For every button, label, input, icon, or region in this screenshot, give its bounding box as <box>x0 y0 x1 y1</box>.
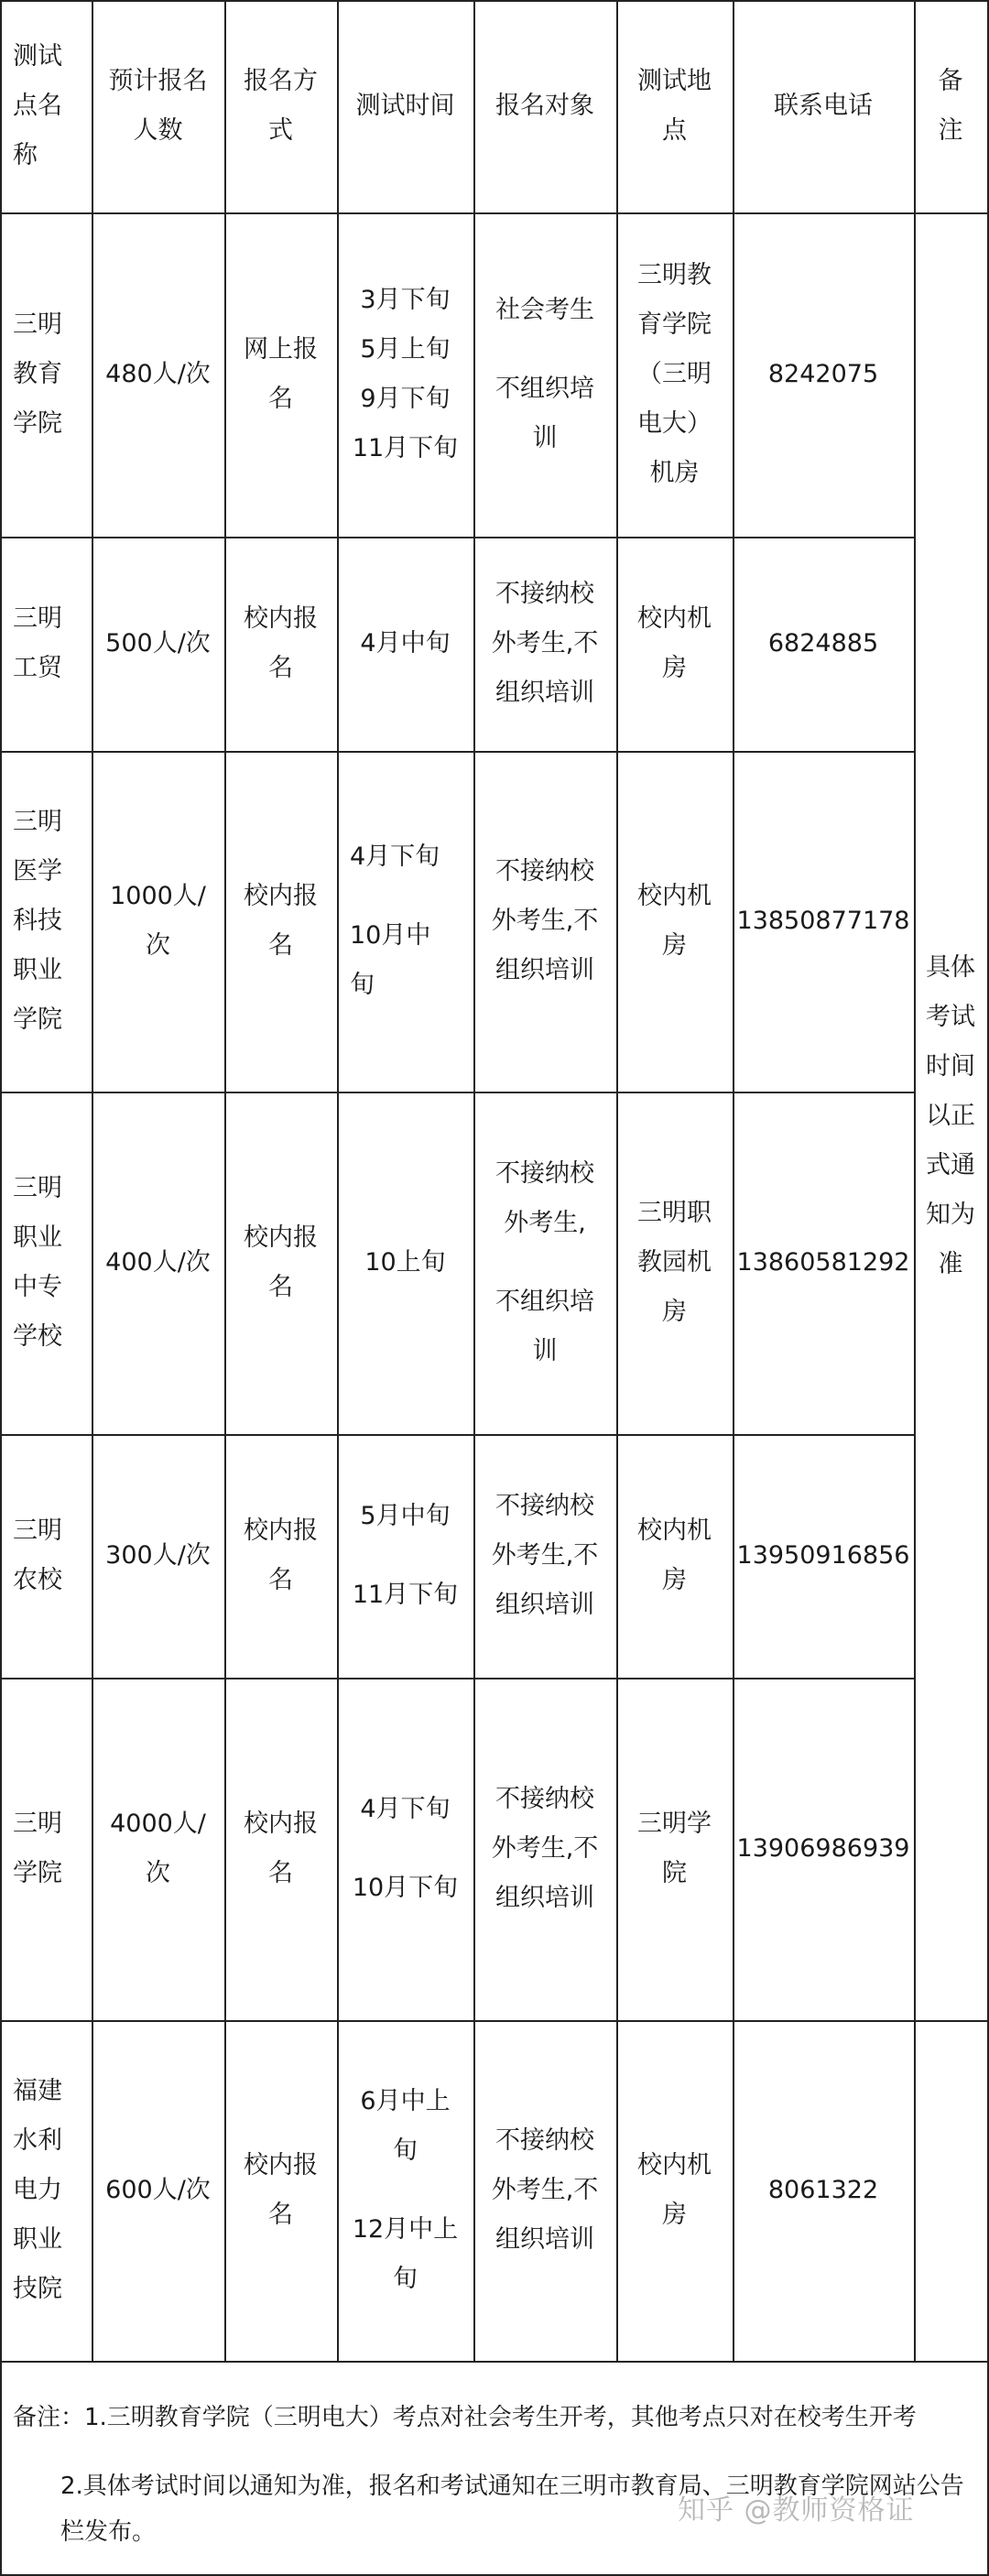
cell-target <box>473 537 616 751</box>
cell-text-line: 水利 <box>13 2126 62 2155</box>
table-row-border <box>0 1092 916 1093</box>
header-target <box>473 0 616 212</box>
cell-text-line: 5月中旬 <box>360 1502 451 1530</box>
cell-text-line: 旬 <box>393 2265 418 2293</box>
cell-text-line: 报名对象 <box>495 92 594 120</box>
table-column-border <box>337 0 339 2361</box>
cell-location <box>616 212 733 537</box>
cell-text-line: 8061322 <box>767 2176 879 2204</box>
cell-text-line: 三明教 <box>637 261 712 289</box>
cell-text-line: 名 <box>268 1859 293 1887</box>
cell-signup-method <box>224 2020 337 2361</box>
cell-text-line: 1000人/ <box>110 882 206 910</box>
cell-text-line: 科技 <box>13 907 62 935</box>
cell-expected-count <box>92 1092 224 1434</box>
cell-text-line: 房 <box>662 1566 687 1594</box>
cell-text-line: 外考生,不 <box>491 629 599 658</box>
cell-site-name <box>0 2020 92 2361</box>
header-site-name <box>0 0 92 212</box>
cell-text-line: 12月中上 <box>352 2215 459 2244</box>
cell-site-name <box>0 212 92 537</box>
cell-text-line: 不组织培 <box>495 375 594 403</box>
cell-location <box>616 2020 733 2361</box>
cell-location <box>616 1434 733 1678</box>
cell-text-line: 网上报 <box>244 335 318 364</box>
cell-text-line: 具体 <box>926 953 975 982</box>
cell-site-name <box>0 751 92 1092</box>
cell-text-line: 外考生,不 <box>491 1834 599 1863</box>
cell-text-line: 职业 <box>13 2225 62 2254</box>
cell-text-line: 13860581292 <box>736 1248 910 1277</box>
cell-text-line: 人数 <box>133 116 183 145</box>
cell-text-line: 时间 <box>926 1052 975 1081</box>
cell-text-line: 校内机 <box>637 604 712 633</box>
cell-test-time <box>337 1434 473 1678</box>
cell-signup-method <box>224 1092 337 1434</box>
cell-site-name <box>0 537 92 751</box>
cell-text-line: 11月下旬 <box>352 1581 459 1609</box>
cell-text-line: 测试 <box>13 42 62 71</box>
cell-text-line: 三明 <box>13 808 62 836</box>
cell-text-line: 4月下旬 <box>360 1795 451 1823</box>
cell-text-line: 式通 <box>926 1151 975 1179</box>
cell-text-line: 房 <box>662 931 687 960</box>
cell-text-line: 13850877178 <box>736 907 910 935</box>
cell-signup-method <box>224 212 337 537</box>
cell-text-line: 福建 <box>13 2077 62 2105</box>
cell-site-name <box>0 1092 92 1434</box>
cell-text-line: 预计报名 <box>108 67 208 95</box>
cell-text-line: 三明职 <box>637 1199 712 1227</box>
footer-note-2: 2.具体考试时间以通知为准，报名和考试通知在三明市教育局、三明教育学院网站公告栏发布。 <box>60 2473 964 2546</box>
cell-text-line: 6824885 <box>767 629 879 658</box>
cell-text-line: 500人/次 <box>105 629 211 658</box>
cell-text-line: 名 <box>268 385 293 413</box>
cell-location <box>616 1092 733 1434</box>
cell-text-line: 考试 <box>926 1003 975 1031</box>
cell-location <box>616 537 733 751</box>
cell-text-line: 测试时间 <box>355 92 455 120</box>
cell-text-line: 社会考生 <box>495 296 594 324</box>
cell-text-line: 组织培训 <box>495 1884 594 1912</box>
cell-text-line: 名 <box>268 931 293 960</box>
cell-text-line: 校内报 <box>244 1223 318 1252</box>
cell-text-line: 4月下旬 <box>350 842 440 871</box>
cell-text-line: 校内机 <box>637 2151 712 2179</box>
cell-text-line: 校内机 <box>637 882 712 910</box>
cell-target <box>473 1434 616 1678</box>
cell-target <box>473 212 616 537</box>
cell-text-line: 外考生, <box>504 1209 586 1237</box>
cell-target <box>473 2020 616 2361</box>
cell-text-line: 次 <box>146 931 170 960</box>
cell-text-line: 外考生,不 <box>491 907 599 935</box>
cell-test-time <box>337 751 473 1092</box>
cell-text-line: 300人/次 <box>105 1541 211 1570</box>
table-row-border <box>0 537 916 538</box>
table-column-border <box>473 0 475 2361</box>
cell-expected-count <box>92 1434 224 1678</box>
cell-signup-method <box>224 751 337 1092</box>
cell-text-line: 以正 <box>926 1102 975 1130</box>
cell-text-line: 三明 <box>13 1516 62 1545</box>
cell-text-line: 教育 <box>13 360 62 388</box>
cell-text-line: 旬 <box>393 2136 418 2165</box>
header-remarks <box>914 0 987 212</box>
cell-text-line: 备 <box>938 67 963 95</box>
cell-text-line: 旬 <box>350 971 375 999</box>
cell-text-line: 4月中旬 <box>360 629 451 658</box>
cell-text-line: 13950916856 <box>736 1541 910 1570</box>
cell-text-line: 名 <box>268 2201 293 2229</box>
cell-expected-count <box>92 212 224 537</box>
cell-text-line: 电大） <box>637 409 712 438</box>
cell-text-line: 11月下旬 <box>352 434 459 462</box>
header-signup-method <box>224 0 337 212</box>
cell-text-line: 职业 <box>13 956 62 984</box>
cell-text-line: 组织培训 <box>495 956 594 984</box>
cell-text-line: 三明学 <box>637 1810 712 1838</box>
cell-text-line: 医学 <box>13 857 62 886</box>
cell-text-line: 农校 <box>13 1566 62 1594</box>
header-location <box>616 0 733 212</box>
cell-text-line: 校内报 <box>244 882 318 910</box>
cell-text-line: 学院 <box>13 409 62 438</box>
cell-phone <box>733 1092 914 1434</box>
cell-text-line: 校内报 <box>244 1516 318 1545</box>
cell-text-line: 10月下旬 <box>352 1874 459 1902</box>
cell-text-line: 职业 <box>13 1223 62 1252</box>
remarks-merged-cell <box>914 212 987 2020</box>
cell-text-line: 训 <box>532 1337 558 1365</box>
cell-text-line: 组织培训 <box>495 1591 594 1619</box>
cell-text-line: 工贸 <box>13 654 62 682</box>
cell-text-line: 联系电话 <box>774 92 873 120</box>
cell-text-line: 外考生,不 <box>491 1541 599 1570</box>
cell-test-time <box>337 1678 473 2020</box>
cell-text-line: 9月下旬 <box>360 385 451 413</box>
cell-text-line: 组织培训 <box>495 679 594 707</box>
cell-phone <box>733 1434 914 1678</box>
cell-text-line: 注 <box>938 116 963 145</box>
cell-text-line: 学院 <box>13 1859 62 1887</box>
cell-text-line: 校内报 <box>244 2151 318 2179</box>
table-column-border <box>92 0 93 2361</box>
cell-text-line: 点 <box>662 116 687 145</box>
cell-text-line: 次 <box>146 1859 170 1887</box>
cell-text-line: 不接纳校 <box>495 1785 594 1813</box>
cell-text-line: 校内机 <box>637 1516 712 1545</box>
cell-phone <box>733 212 914 537</box>
cell-text-line: 外考生,不 <box>491 2176 599 2204</box>
cell-text-line: 名 <box>268 1273 293 1301</box>
cell-text-line: 不接纳校 <box>495 580 594 608</box>
cell-text-line: 不接纳校 <box>495 1492 594 1520</box>
cell-text-line: 育学院 <box>637 310 712 339</box>
cell-test-time <box>337 212 473 537</box>
cell-site-name <box>0 1678 92 2020</box>
cell-text-line: 4000人/ <box>110 1810 206 1838</box>
cell-target <box>473 1092 616 1434</box>
table-row-border <box>0 212 989 214</box>
cell-signup-method <box>224 1678 337 2020</box>
table-column-border <box>224 0 226 2361</box>
cell-phone <box>733 751 914 1092</box>
cell-text-line: 10上旬 <box>364 1248 446 1277</box>
cell-phone <box>733 1678 914 2020</box>
table-column-border <box>733 0 734 2361</box>
cell-phone <box>733 537 914 751</box>
cell-text-line: 三明 <box>13 310 62 339</box>
cell-text-line: 13906986939 <box>736 1834 910 1863</box>
cell-expected-count <box>92 1678 224 2020</box>
cell-text-line: 600人/次 <box>105 2176 211 2204</box>
cell-text-line: 5月上旬 <box>360 335 451 364</box>
cell-text-line: 房 <box>662 1298 687 1326</box>
cell-text-line: 校内报 <box>244 604 318 633</box>
table-row-border <box>0 751 916 753</box>
cell-text-line: 称 <box>13 141 38 169</box>
cell-text-line: 不接纳校 <box>495 857 594 886</box>
cell-phone <box>733 2020 914 2361</box>
cell-text-line: 点名 <box>13 92 62 120</box>
cell-text-line: 中专 <box>13 1273 62 1301</box>
cell-location <box>616 1678 733 2020</box>
table-row-border <box>0 0 989 2</box>
footer-note-1: 备注：1.三明教育学院（三明电大）考点对社会考生开考，其他考点只对在校考生开考 <box>13 2404 917 2431</box>
cell-text-line: 电力 <box>13 2176 62 2204</box>
cell-text-line: 400人/次 <box>105 1248 211 1277</box>
cell-text-line: 3月下旬 <box>360 286 451 314</box>
cell-text-line: 不组织培 <box>495 1288 594 1316</box>
cell-text-line: 不接纳校 <box>495 1159 594 1188</box>
cell-text-line: 准 <box>938 1250 963 1278</box>
cell-text-line: 房 <box>662 654 687 682</box>
cell-text-line: 学院 <box>13 1005 62 1034</box>
cell-text-line: 三明 <box>13 1174 62 1202</box>
cell-text-line: 校内报 <box>244 1810 318 1838</box>
cell-text-line: 教园机 <box>637 1248 712 1277</box>
cell-text-line: 院 <box>662 1859 687 1887</box>
cell-text-line: 三明 <box>13 604 62 633</box>
cell-expected-count <box>92 537 224 751</box>
cell-text-line: 不接纳校 <box>495 2126 594 2155</box>
table-row-border <box>0 2020 989 2022</box>
cell-location <box>616 751 733 1092</box>
cell-expected-count <box>92 751 224 1092</box>
cell-site-name <box>0 1434 92 1678</box>
table-column-border <box>616 0 618 2361</box>
cell-text-line: 训 <box>532 424 558 452</box>
table-row-border <box>0 1434 916 1436</box>
cell-signup-method <box>224 537 337 751</box>
table-row-border <box>0 1678 916 1679</box>
cell-text-line: 知为 <box>926 1201 975 1229</box>
cell-target <box>473 1678 616 2020</box>
cell-text-line: 三明 <box>13 1810 62 1838</box>
cell-text-line: 名 <box>268 654 293 682</box>
cell-text-line: 测试地 <box>637 67 712 95</box>
header-test-time <box>337 0 473 212</box>
cell-test-time <box>337 1092 473 1434</box>
cell-target <box>473 751 616 1092</box>
cell-test-time <box>337 2020 473 2361</box>
cell-text-line: 房 <box>662 2201 687 2229</box>
header-phone <box>733 0 914 212</box>
cell-text-line: 报名方 <box>244 67 318 95</box>
watermark-text: 知乎 @教师资格证 <box>678 2494 915 2527</box>
cell-text-line: 机房 <box>649 459 700 487</box>
cell-text-line: 名 <box>268 1566 293 1594</box>
cell-signup-method <box>224 1434 337 1678</box>
cell-text-line: 6月中上 <box>360 2087 451 2115</box>
cell-test-time <box>337 537 473 751</box>
cell-text-line: 10月中 <box>350 921 431 950</box>
cell-text-line: （三明 <box>637 360 712 388</box>
table-column-border <box>0 0 2 2576</box>
cell-text-line: 技院 <box>13 2275 62 2303</box>
cell-text-line: 8242075 <box>767 360 879 388</box>
cell-text-line: 480人/次 <box>105 360 211 388</box>
cell-expected-count <box>92 2020 224 2361</box>
table-column-border <box>914 0 916 2361</box>
cell-text-line: 式 <box>268 116 293 145</box>
header-expected-count <box>92 0 224 212</box>
cell-text-line: 组织培训 <box>495 2225 594 2254</box>
cell-text-line: 学校 <box>13 1322 62 1351</box>
